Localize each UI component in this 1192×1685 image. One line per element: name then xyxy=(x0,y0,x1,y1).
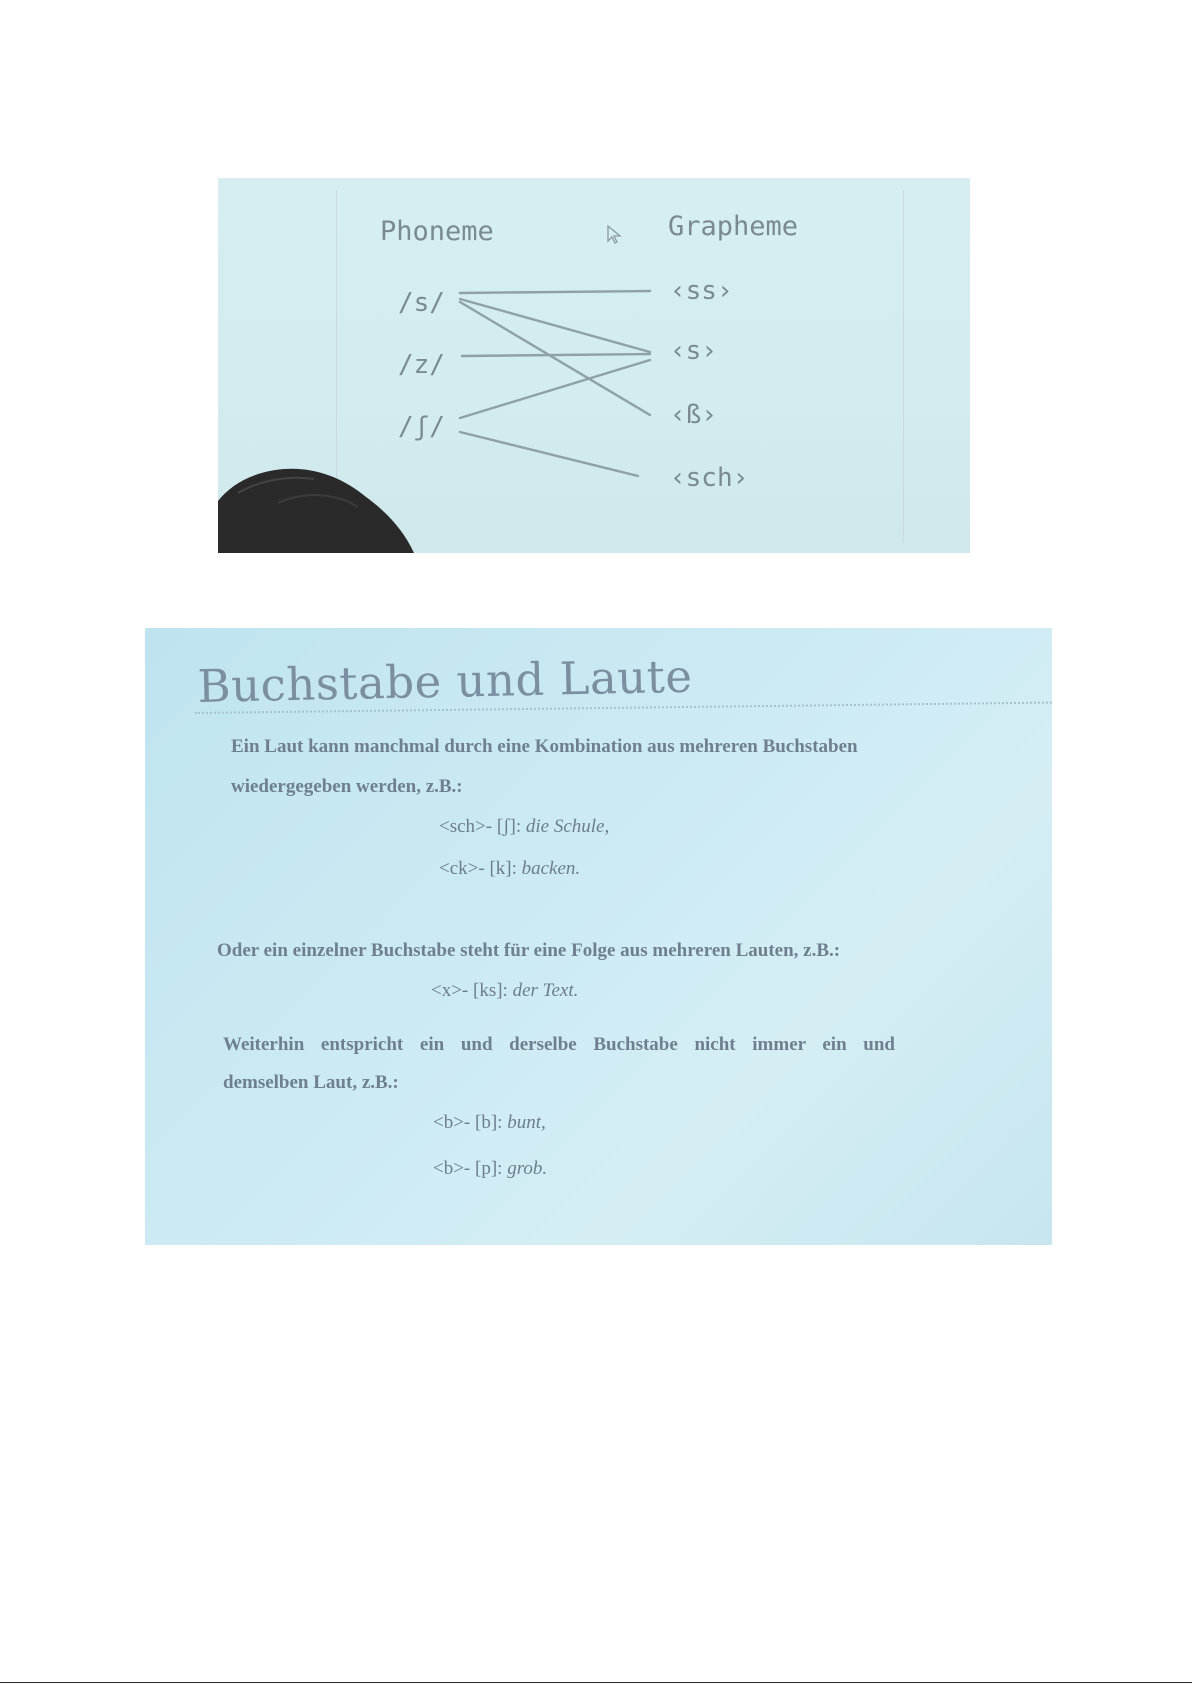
example-b-grob-word: grob. xyxy=(507,1158,548,1179)
example-b-bunt-word: bunt, xyxy=(507,1112,546,1133)
phoneme-sh: /ʃ/ xyxy=(398,412,445,442)
paragraph-3-line-2: demselben Laut, z.B.: xyxy=(223,1072,399,1093)
link-s-s xyxy=(460,299,650,352)
grapheme-header: Grapheme xyxy=(668,211,799,242)
example-sch-word: die Schule, xyxy=(525,816,610,837)
link-s-ss xyxy=(460,291,650,293)
page-bottom-rule xyxy=(0,1682,1192,1683)
phoneme-header: Phoneme xyxy=(380,216,494,247)
example-x xyxy=(431,980,578,1002)
phoneme-grapheme-photo xyxy=(218,178,970,553)
grapheme-ss: ‹ss› xyxy=(670,276,733,306)
grapheme-s: ‹s› xyxy=(670,336,717,366)
grapheme-eszett: ‹ß› xyxy=(670,400,717,430)
example-b-grob-code: <b>- [p]: xyxy=(433,1158,508,1179)
link-sh-sch xyxy=(460,432,638,476)
phoneme-z: /z/ xyxy=(398,350,445,380)
example-x-word: der Text. xyxy=(512,980,579,1001)
mouse-cursor-icon xyxy=(606,224,622,244)
example-sch-code: <sch>- [ʃ]: xyxy=(439,816,526,837)
example-b-grob xyxy=(433,1158,547,1180)
link-z-s xyxy=(462,354,650,356)
example-ck-word: backen. xyxy=(521,858,581,879)
phoneme-s: /s/ xyxy=(398,288,445,318)
paragraph-2: Oder ein einzelner Buchstabe steht für eine Folge aus mehreren Lauten, z.B.: xyxy=(217,940,841,961)
example-ck-code: <ck>- [k]: xyxy=(439,858,522,879)
paragraph-1-line-2: wiedergegeben werden, z.B.: xyxy=(231,776,463,797)
slide-title: Buchstabe und Laute xyxy=(197,649,693,713)
buchstabe-laute-photo xyxy=(145,628,1052,1245)
example-b-bunt-code: <b>- [b]: xyxy=(433,1112,508,1133)
link-s-eszett xyxy=(460,302,650,415)
head-silhouette xyxy=(218,463,438,553)
example-b-bunt xyxy=(433,1112,546,1134)
example-x-code: <x>- [ks]: xyxy=(431,980,513,1001)
paragraph-1-line-1: Ein Laut kann manchmal durch eine Kombination aus mehreren Buchstaben xyxy=(231,736,858,757)
grapheme-sch: ‹sch› xyxy=(670,463,749,493)
paragraph-3-line-1: Weiterhin entspricht ein und derselbe Buchstabe nicht immer ein und xyxy=(223,1034,895,1055)
link-sh-s xyxy=(460,360,650,418)
example-sch xyxy=(439,816,609,838)
example-ck xyxy=(439,858,580,880)
